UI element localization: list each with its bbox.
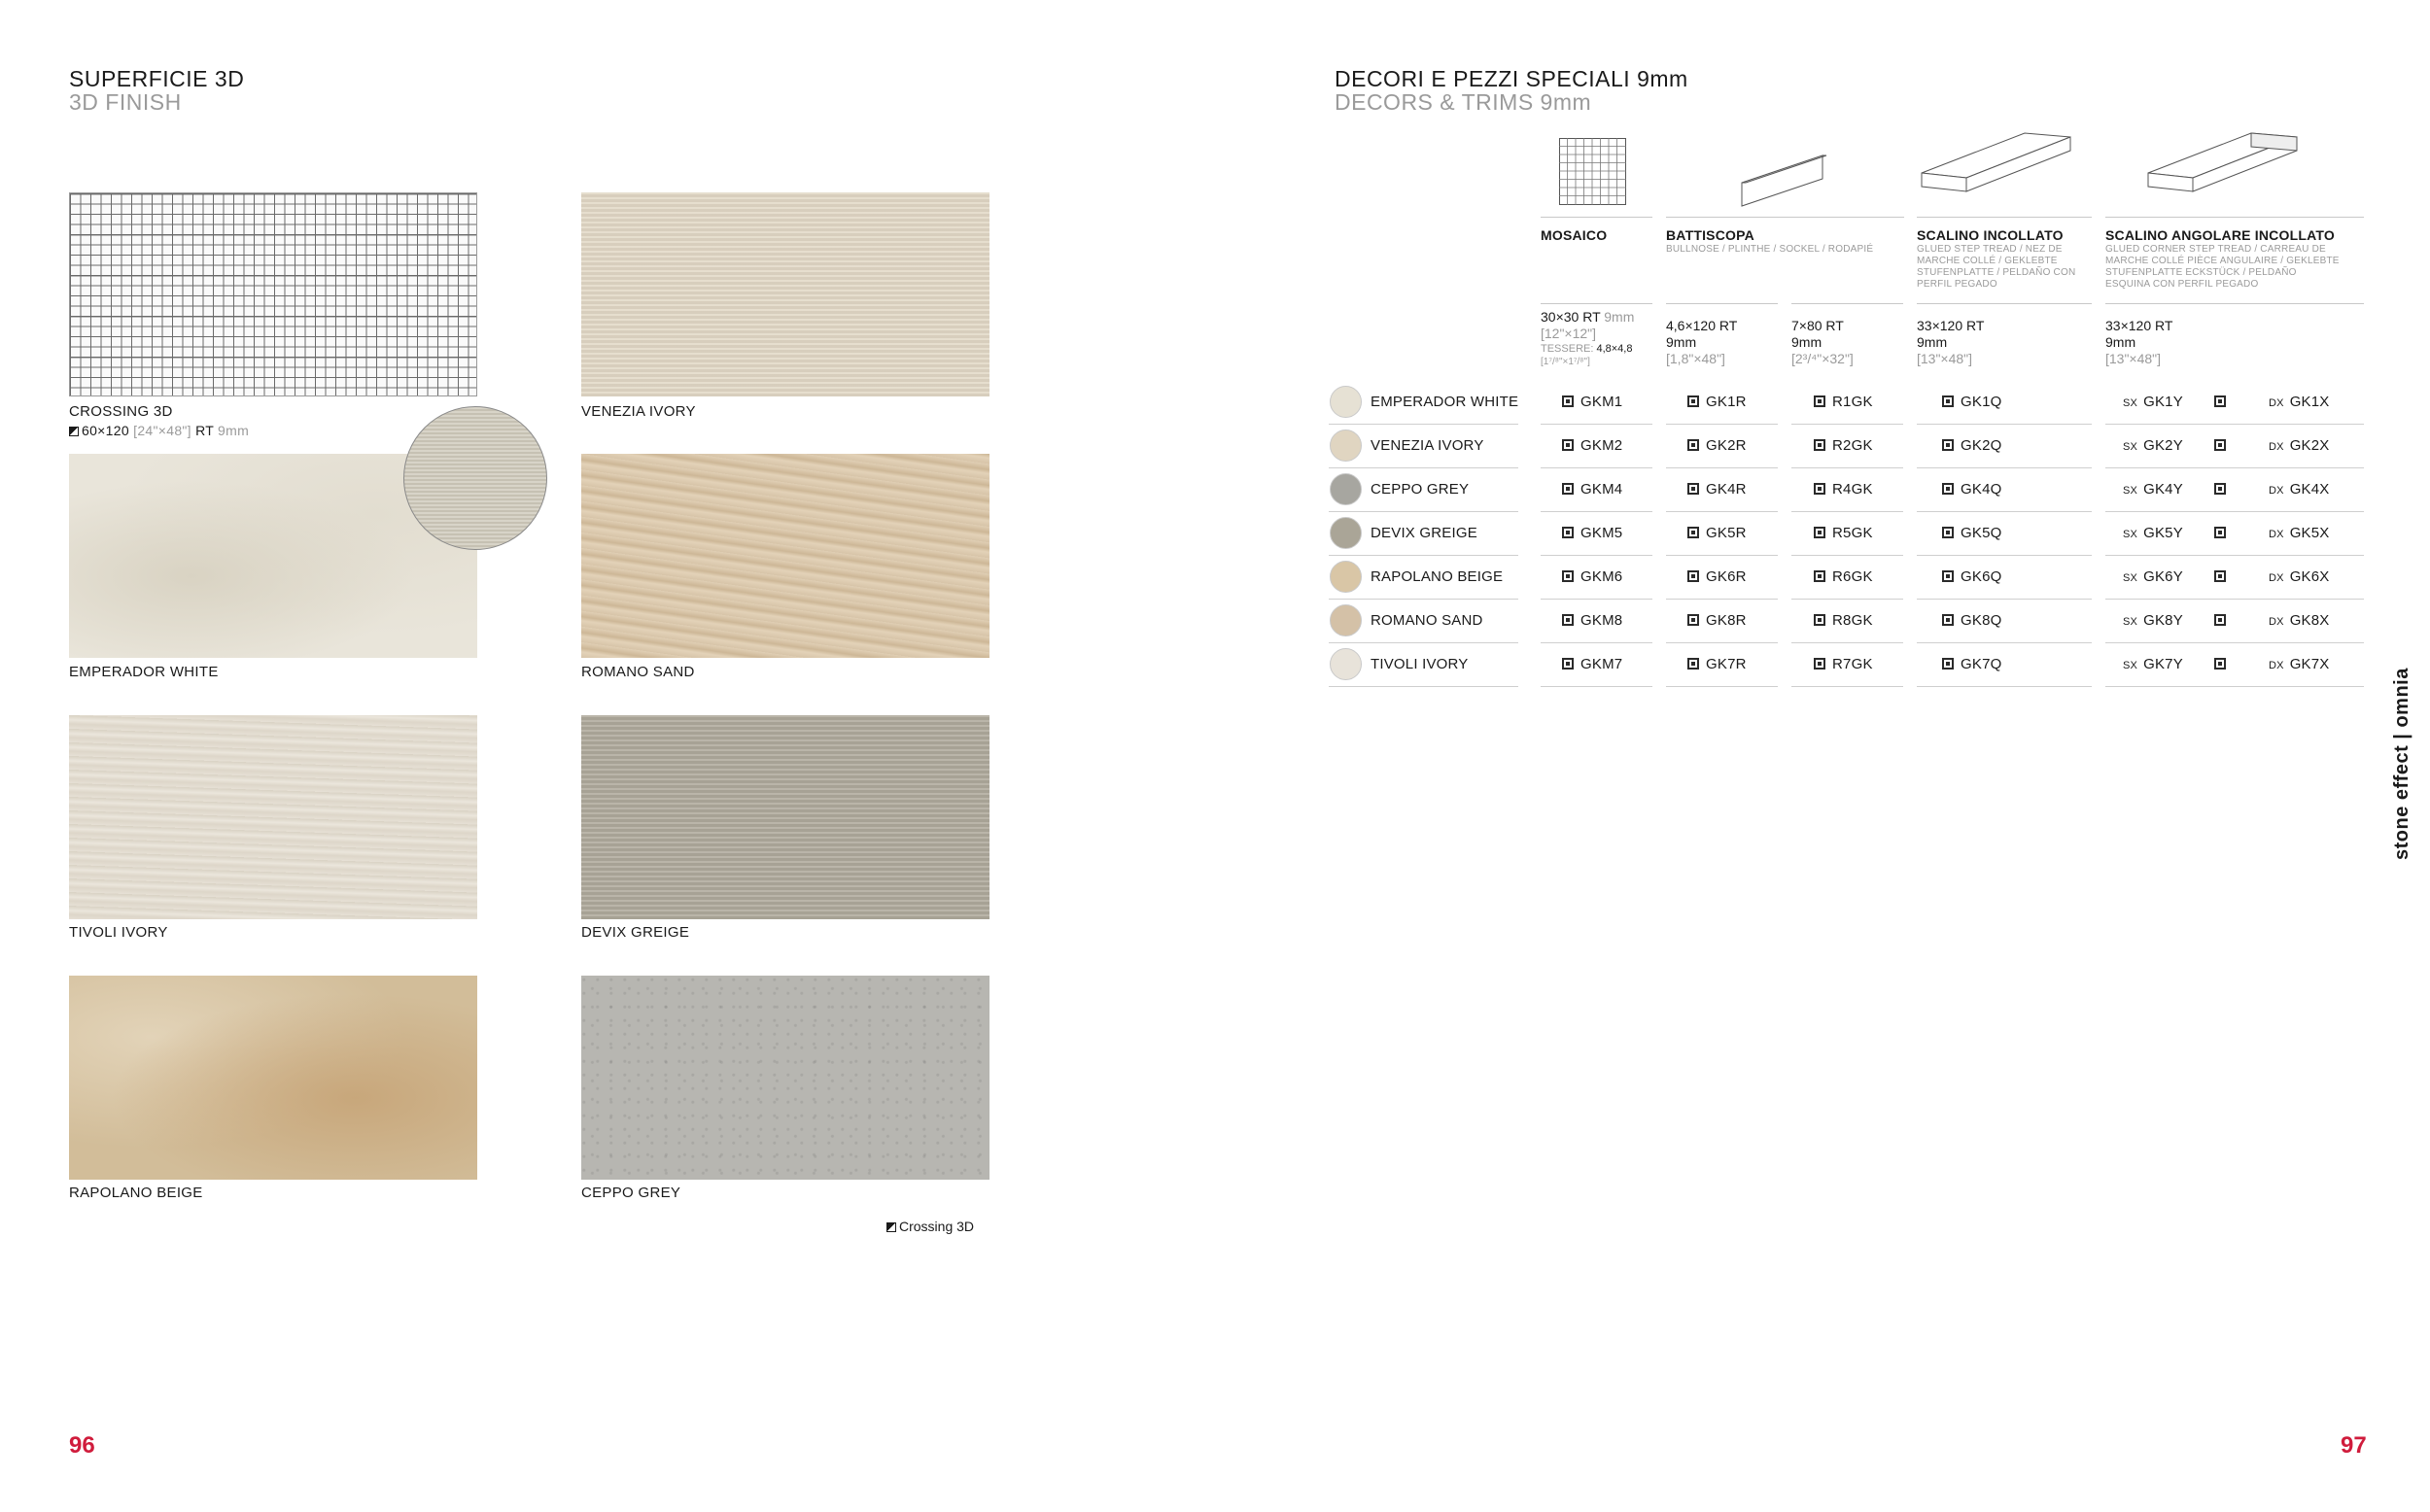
article-code-sx — [2123, 481, 2183, 498]
size-inch: [13"×48"] — [2105, 351, 2162, 366]
finish-icon — [2214, 570, 2226, 582]
article-code — [1814, 437, 1873, 454]
article-code — [1942, 612, 2001, 629]
row-divider — [1917, 511, 2092, 512]
code-text: GKM2 — [1580, 437, 1623, 454]
sx-label: SX — [2123, 441, 2138, 453]
code-text: GK4Q — [1961, 481, 2002, 498]
rapolano-beige-label: RAPOLANO BEIGE — [69, 1185, 203, 1201]
finish-icon — [2214, 658, 2226, 670]
finish-icon — [1687, 483, 1699, 495]
thickness-value: 9mm — [1666, 334, 1697, 350]
finish-icon — [2214, 439, 2226, 451]
color-swatch — [1330, 561, 1362, 593]
finish-icon — [1687, 614, 1699, 626]
code-text: GK7R — [1706, 656, 1747, 672]
finish-3d-icon — [69, 427, 79, 436]
sx-label: SX — [2123, 485, 2138, 497]
code-text: GK8R — [1706, 612, 1747, 629]
size-inch: [13"×48"] — [1917, 351, 1973, 366]
color-swatch — [1330, 648, 1362, 680]
mosaic-drawing-icon — [1559, 138, 1627, 206]
color-swatch — [1330, 517, 1362, 549]
finish-icon — [1687, 570, 1699, 582]
finish-icon — [1687, 439, 1699, 451]
article-code — [1687, 394, 1747, 410]
venezia-ivory-tile — [581, 192, 989, 396]
article-code — [1814, 481, 1873, 498]
article-code-dx — [2269, 394, 2330, 410]
row-divider — [1541, 686, 1652, 687]
column-desc-angolare — [2105, 244, 2340, 291]
size-inch: [12"×12"] — [1541, 326, 1597, 341]
code-text: GK1X — [2289, 394, 2330, 410]
finish-icon-wrap — [2214, 612, 2233, 629]
sx-label: SX — [2123, 572, 2138, 584]
article-code-sx — [2123, 394, 2183, 410]
sx-label: SX — [2123, 660, 2138, 671]
emperador-white-label: EMPERADOR WHITE — [69, 664, 219, 680]
finish-icon — [1814, 570, 1825, 582]
finish-icon — [1562, 527, 1574, 538]
article-code — [1562, 394, 1622, 410]
finish-icon — [2214, 527, 2226, 538]
size-angolare — [2105, 318, 2172, 367]
row-color-name: DEVIX GREIGE — [1371, 525, 1477, 541]
code-text: GK5X — [2289, 525, 2330, 541]
crossing-3d-label: CROSSING 3D — [69, 403, 173, 420]
article-code-sx — [2123, 656, 2183, 672]
article-code — [1687, 481, 1747, 498]
row-divider — [2105, 424, 2364, 425]
code-text: GK5Q — [1961, 525, 2002, 541]
code-text: GK7Y — [2143, 656, 2183, 672]
finish-icon-wrap — [2214, 568, 2233, 585]
romano-sand-label: ROMANO SAND — [581, 664, 695, 680]
tessere-inch: [1⁷/⁸"×1⁷/⁸"] — [1541, 357, 1590, 367]
row-divider — [1329, 555, 1518, 556]
article-code-dx — [2269, 437, 2330, 454]
dx-label: DX — [2269, 529, 2284, 540]
rapolano-beige-tile — [69, 976, 477, 1180]
row-divider — [1917, 686, 2092, 687]
row-divider — [1791, 467, 1903, 468]
row-color-name: VENEZIA IVORY — [1371, 437, 1484, 454]
crossing-3d-tile — [69, 192, 477, 396]
code-text: GK5R — [1706, 525, 1747, 541]
finish-icon — [1814, 395, 1825, 407]
step-tread-drawing-icon — [1920, 129, 2075, 207]
column-rule — [1666, 217, 1904, 218]
code-text: GK4R — [1706, 481, 1747, 498]
size-inch: [1,8"×48"] — [1666, 351, 1725, 366]
finish-icon — [1942, 527, 1954, 538]
article-code — [1562, 481, 1622, 498]
venezia-ivory-label: VENEZIA IVORY — [581, 403, 696, 420]
devix-greige-tile — [581, 715, 989, 919]
row-divider — [1666, 467, 1778, 468]
finish-icon-wrap — [2214, 437, 2233, 454]
page-number-right: 97 — [2341, 1432, 2367, 1459]
code-text: GK1Q — [1961, 394, 2002, 410]
row-color-name: ROMANO SAND — [1371, 612, 1483, 629]
article-code — [1687, 612, 1747, 629]
finish-icon-wrap — [2214, 656, 2233, 672]
finish-icon — [1814, 483, 1825, 495]
tivoli-ivory-tile — [69, 715, 477, 919]
code-text: GK8Y — [2143, 612, 2183, 629]
finish-icon — [1687, 395, 1699, 407]
column-title-battiscopa: BATTISCOPA — [1666, 227, 1754, 243]
dx-label: DX — [2269, 660, 2284, 671]
color-swatch — [1330, 473, 1362, 505]
sx-label: SX — [2123, 397, 2138, 409]
article-code — [1814, 612, 1873, 629]
page-subtitle-right: DECORS & TRIMS 9mm — [1335, 89, 1592, 115]
tessere-value: 4,8×4,8 — [1596, 343, 1633, 355]
desc-line: PERFIL PEGADO — [1917, 279, 1997, 290]
row-divider — [1666, 599, 1778, 600]
finish-icon — [1814, 658, 1825, 670]
size-battiscopa-2 — [1791, 318, 1854, 367]
dx-label: DX — [2269, 572, 2284, 584]
row-divider — [1666, 642, 1778, 643]
finish-icon-wrap — [2214, 394, 2233, 410]
code-text: R2GK — [1832, 437, 1873, 454]
article-code-sx — [2123, 525, 2183, 541]
finish-icon — [1562, 439, 1574, 451]
size-value: 4,6×120 RT — [1666, 318, 1738, 333]
corner-step-drawing-icon — [2146, 129, 2302, 207]
size-inch: [2³/⁴"×32"] — [1791, 351, 1854, 366]
code-text: GK5Y — [2143, 525, 2183, 541]
code-text: GK4X — [2289, 481, 2330, 498]
code-text: GK7X — [2289, 656, 2330, 672]
tessere-label: TESSERE: — [1541, 343, 1594, 355]
size-value: 33×120 RT — [2105, 318, 2173, 333]
finish-icon-wrap — [2214, 481, 2233, 498]
article-code — [1814, 656, 1873, 672]
row-divider — [1329, 424, 1518, 425]
finish-icon — [1687, 658, 1699, 670]
color-swatch — [1330, 430, 1362, 462]
sx-label: SX — [2123, 529, 2138, 540]
code-text: GK2X — [2289, 437, 2330, 454]
finish-icon — [1562, 614, 1574, 626]
desc-line: MARCHE COLLÉ / GEKLEBTE — [1917, 256, 2058, 266]
row-divider — [1791, 686, 1903, 687]
desc-line: ESQUINA CON PERFIL PEGADO — [2105, 279, 2259, 290]
desc-line: STUFENPLATTE / PELDAÑO CON — [1917, 267, 2076, 278]
desc-line: GLUED CORNER STEP TREAD / CARREAU DE — [2105, 244, 2326, 255]
finish-icon — [1942, 483, 1954, 495]
code-text: GK6R — [1706, 568, 1747, 585]
dx-label: DX — [2269, 441, 2284, 453]
column-rule — [1541, 217, 1652, 218]
page-title-right: DECORI E PEZZI SPECIALI 9mm — [1335, 66, 1688, 91]
row-divider — [1541, 467, 1652, 468]
size-mosaico — [1541, 309, 1634, 368]
thickness-value: 9mm — [1917, 334, 1948, 350]
size-rule — [1791, 303, 1903, 304]
crossing-finish: RT — [195, 423, 214, 438]
finish-icon — [1814, 439, 1825, 451]
size-rule — [1541, 303, 1652, 304]
row-divider — [2105, 511, 2364, 512]
row-divider — [1791, 555, 1903, 556]
row-divider — [2105, 555, 2364, 556]
code-text: GK4Y — [2143, 481, 2183, 498]
row-divider — [2105, 642, 2364, 643]
code-text: GKM1 — [1580, 394, 1623, 410]
finish-icon — [1814, 527, 1825, 538]
finish-icon — [1687, 527, 1699, 538]
column-desc-battiscopa: BULLNOSE / PLINTHE / SOCKEL / RODAPIÉ — [1666, 244, 1874, 255]
column-title-angolare: SCALINO ANGOLARE INCOLLATO — [2105, 227, 2335, 243]
article-code — [1687, 525, 1747, 541]
row-divider — [1791, 511, 1903, 512]
row-divider — [1329, 686, 1518, 687]
article-code — [1562, 568, 1622, 585]
code-text: GKM7 — [1580, 656, 1623, 672]
desc-line: STUFENPLATTE ECKSTÜCK / PELDAÑO — [2105, 267, 2297, 278]
row-color-name: TIVOLI IVORY — [1371, 656, 1469, 672]
row-divider — [1791, 424, 1903, 425]
finish-icon — [1942, 395, 1954, 407]
finish-icon — [2214, 395, 2226, 407]
article-code — [1814, 394, 1873, 410]
article-code-dx — [2269, 568, 2330, 585]
row-divider — [1666, 555, 1778, 556]
thickness-value: 9mm — [1604, 309, 1635, 325]
devix-greige-label: DEVIX GREIGE — [581, 924, 690, 941]
row-divider — [1917, 599, 2092, 600]
desc-line: GLUED STEP TREAD / NEZ DE — [1917, 244, 2063, 255]
page-title-left: SUPERFICIE 3D — [69, 66, 245, 91]
tivoli-ivory-label: TIVOLI IVORY — [69, 924, 168, 941]
row-color-name: CEPPO GREY — [1371, 481, 1470, 498]
code-text: GK2Q — [1961, 437, 2002, 454]
size-rule — [1666, 303, 1778, 304]
row-divider — [1329, 642, 1518, 643]
row-divider — [1329, 599, 1518, 600]
article-code — [1562, 437, 1622, 454]
article-code — [1687, 568, 1747, 585]
code-text: GK8X — [2289, 612, 2330, 629]
code-text: R6GK — [1832, 568, 1873, 585]
row-divider — [1541, 555, 1652, 556]
finish-icon — [1814, 614, 1825, 626]
column-title-scalino: SCALINO INCOLLATO — [1917, 227, 2064, 243]
size-rule — [1917, 303, 2092, 304]
code-text: GK6X — [2289, 568, 2330, 585]
crossing-3d-size — [69, 423, 249, 438]
thickness-value: 9mm — [1791, 334, 1822, 350]
column-rule — [2105, 217, 2364, 218]
code-text: R1GK — [1832, 394, 1873, 410]
finish-icon — [1562, 395, 1574, 407]
article-code — [1942, 525, 2001, 541]
row-divider — [2105, 467, 2364, 468]
code-text: GKM6 — [1580, 568, 1623, 585]
crossing-thickness: 9mm — [218, 423, 250, 438]
ceppo-grey-label: CEPPO GREY — [581, 1185, 681, 1201]
row-divider — [1541, 424, 1652, 425]
crossing-size-value: 60×120 — [82, 423, 129, 438]
crossing-size-inch: [24"×48"] — [133, 423, 191, 438]
row-color-name: EMPERADOR WHITE — [1371, 394, 1519, 410]
row-divider — [1541, 511, 1652, 512]
code-text: R7GK — [1832, 656, 1873, 672]
finish-3d-icon — [886, 1222, 896, 1232]
row-divider — [2105, 599, 2364, 600]
article-code — [1687, 437, 1747, 454]
code-text: GKM8 — [1580, 612, 1623, 629]
article-code — [1814, 525, 1873, 541]
article-code — [1562, 525, 1622, 541]
finish-icon — [2214, 483, 2226, 495]
row-divider — [1329, 511, 1518, 512]
article-code — [1814, 568, 1873, 585]
article-code-sx — [2123, 437, 2183, 454]
color-swatch — [1330, 604, 1362, 636]
color-swatch — [1330, 386, 1362, 418]
article-code-sx — [2123, 612, 2183, 629]
finish-icon — [1942, 439, 1954, 451]
article-code-dx — [2269, 525, 2330, 541]
row-divider — [1917, 424, 2092, 425]
finish-icon — [1942, 614, 1954, 626]
desc-line: MARCHE COLLÉ PIÈCE ANGULAIRE / GEKLEBTE — [2105, 256, 2340, 266]
code-text: GK7Q — [1961, 656, 2002, 672]
code-text: GK6Y — [2143, 568, 2183, 585]
row-divider — [1791, 642, 1903, 643]
dx-label: DX — [2269, 616, 2284, 628]
size-scalino — [1917, 318, 1984, 367]
row-divider — [1329, 467, 1518, 468]
code-text: GK1Y — [2143, 394, 2183, 410]
finish-icon — [2214, 614, 2226, 626]
thickness-value: 9mm — [2105, 334, 2136, 350]
column-title-mosaico: MOSAICO — [1541, 227, 1608, 243]
finish-icon — [1562, 658, 1574, 670]
column-desc-scalino — [1917, 244, 2075, 291]
row-divider — [1917, 467, 2092, 468]
code-text: GK1R — [1706, 394, 1747, 410]
code-text: GK6Q — [1961, 568, 2002, 585]
code-text: GKM5 — [1580, 525, 1623, 541]
texture-zoom-detail — [403, 406, 547, 550]
row-divider — [1666, 511, 1778, 512]
side-label: stone effect | omnia — [2391, 668, 2413, 860]
legend-label: Crossing 3D — [899, 1219, 975, 1234]
row-divider — [1541, 599, 1652, 600]
row-divider — [1791, 599, 1903, 600]
column-rule — [1917, 217, 2092, 218]
article-code-sx — [2123, 568, 2183, 585]
row-divider — [1917, 642, 2092, 643]
size-rule — [2105, 303, 2364, 304]
article-code-dx — [2269, 481, 2330, 498]
article-code — [1942, 394, 2001, 410]
finish-icon-wrap — [2214, 525, 2233, 541]
sx-label: SX — [2123, 616, 2138, 628]
finish-icon — [1942, 570, 1954, 582]
row-divider — [1541, 642, 1652, 643]
size-value: 33×120 RT — [1917, 318, 1985, 333]
article-code-dx — [2269, 656, 2330, 672]
row-color-name: RAPOLANO BEIGE — [1371, 568, 1504, 585]
article-code-dx — [2269, 612, 2330, 629]
finish-icon — [1942, 658, 1954, 670]
code-text: GK2R — [1706, 437, 1747, 454]
romano-sand-tile — [581, 454, 989, 658]
skirting-drawing-icon — [1740, 154, 1827, 208]
row-divider — [2105, 686, 2364, 687]
dx-label: DX — [2269, 397, 2284, 409]
size-battiscopa-1 — [1666, 318, 1737, 367]
legend — [886, 1219, 974, 1234]
size-value: 30×30 RT — [1541, 309, 1601, 325]
article-code — [1942, 481, 2001, 498]
code-text: R4GK — [1832, 481, 1873, 498]
article-code — [1942, 568, 2001, 585]
page-number-left: 96 — [69, 1432, 95, 1459]
row-divider — [1666, 686, 1778, 687]
code-text: R5GK — [1832, 525, 1873, 541]
finish-icon — [1562, 483, 1574, 495]
page-subtitle-left: 3D FINISH — [69, 89, 182, 115]
finish-icon — [1562, 570, 1574, 582]
row-divider — [1666, 424, 1778, 425]
code-text: GKM4 — [1580, 481, 1623, 498]
dx-label: DX — [2269, 485, 2284, 497]
article-code — [1942, 437, 2001, 454]
ceppo-grey-tile — [581, 976, 989, 1180]
article-code — [1562, 656, 1622, 672]
article-code — [1562, 612, 1622, 629]
row-divider — [1917, 555, 2092, 556]
code-text: R8GK — [1832, 612, 1873, 629]
article-code — [1942, 656, 2001, 672]
code-text: GK8Q — [1961, 612, 2002, 629]
article-code — [1687, 656, 1747, 672]
size-value: 7×80 RT — [1791, 318, 1844, 333]
code-text: GK2Y — [2143, 437, 2183, 454]
